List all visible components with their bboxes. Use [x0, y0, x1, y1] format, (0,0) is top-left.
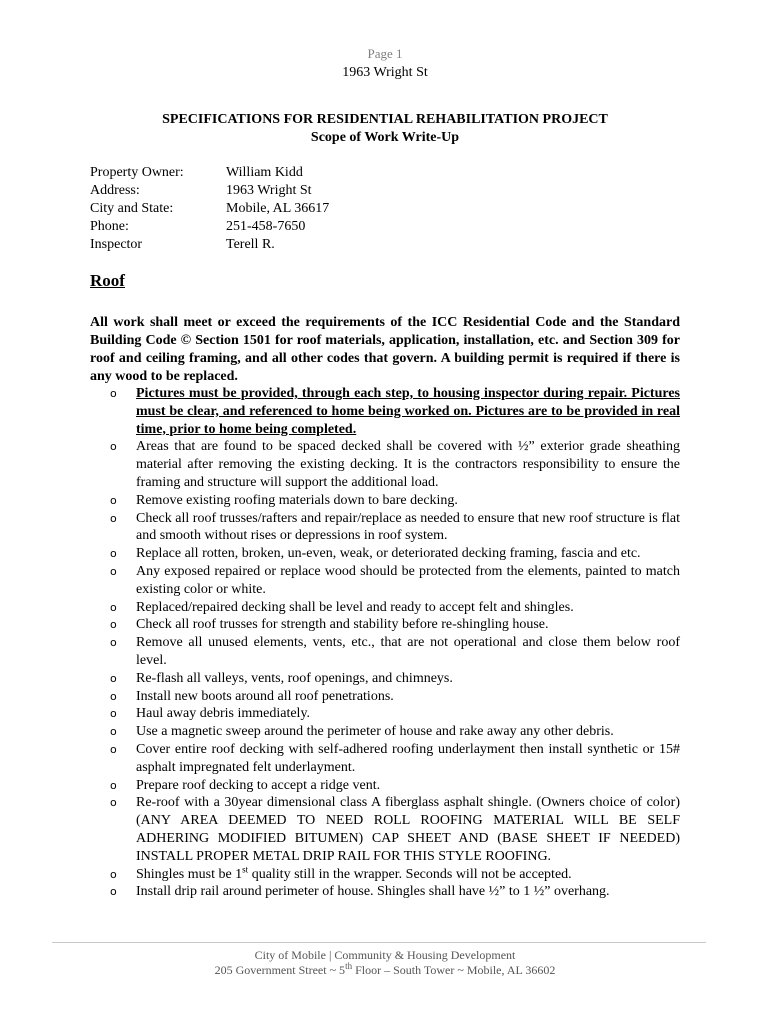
- list-item-text: Install new boots around all roof penetrations.: [136, 688, 394, 704]
- bullet-icon: o: [110, 778, 117, 792]
- bullet-icon: o: [110, 707, 117, 721]
- info-row-inspector: [90, 236, 329, 254]
- list-item-text: Check all roof trusses for strength and stability before re-shingling house.: [136, 617, 549, 633]
- info-row-owner: [90, 164, 329, 182]
- bullet-icon: o: [110, 600, 117, 614]
- list-item: [110, 545, 680, 563]
- info-label: Phone:: [90, 219, 129, 234]
- info-label: Property Owner:: [90, 165, 184, 180]
- list-item-text: Any exposed repaired or replace wood should be protected from the elements, painted to match existing color or white.: [136, 563, 680, 597]
- list-item-text: Pictures must be provided, through each step, to housing inspector during repair. Pictures must be clear, and referenced to home being worked on. Pictures are to be provided in real time, prior to home being completed.: [136, 386, 680, 437]
- list-item: [110, 634, 680, 670]
- bullet-icon: o: [110, 742, 117, 756]
- section-intro: All work shall meet or exceed the requirements of the ICC Residential Code and the Standard Building Code © Section 1501 for roof materials, application, installation, etc. and Section 309 for roof and ceiling framing, and all other codes that govern. A building permit is required if there is any wood to be replaced.: [90, 315, 680, 384]
- bullet-icon: o: [110, 636, 117, 650]
- info-value: Terell R.: [226, 237, 275, 252]
- info-row-phone: [90, 218, 329, 236]
- list-item-text: Use a magnetic sweep around the perimeter of house and rake away any other debris.: [136, 724, 614, 740]
- page-footer: [0, 948, 770, 978]
- list-item-text: Prepare roof decking to accept a ridge vent.: [136, 777, 381, 793]
- bullet-icon: o: [110, 671, 117, 685]
- info-row-address: [90, 182, 329, 200]
- list-item: [110, 883, 680, 901]
- bullet-icon: o: [110, 440, 117, 454]
- list-item: [110, 794, 680, 865]
- list-item: [110, 777, 680, 795]
- list-item-text: Haul away debris immediately.: [136, 706, 311, 722]
- bullet-icon: o: [110, 725, 117, 739]
- title-line-2: Scope of Work Write-Up: [310, 130, 460, 145]
- info-value: Mobile, AL 36617: [226, 201, 330, 216]
- bullet-icon: o: [110, 867, 117, 881]
- list-item: [110, 510, 680, 546]
- bullet-icon: o: [110, 547, 117, 561]
- list-item-text: Re-flash all valleys, vents, roof openings, and chimneys.: [136, 670, 453, 686]
- bullet-icon: o: [110, 796, 117, 810]
- footer-address-end: Floor – South Tower ~ Mobile, AL 36602: [352, 963, 556, 977]
- document-title: [0, 111, 770, 147]
- bullet-icon: o: [110, 885, 117, 899]
- bullet-icon: o: [110, 387, 117, 400]
- section-title: Roof: [90, 271, 125, 290]
- info-value: William Kidd: [226, 165, 303, 180]
- property-info: [90, 164, 329, 254]
- list-item: [110, 385, 680, 438]
- list-item-text: Re-roof with a 30year dimensional class A fiberglass asphalt shingle. (Owners choice of color) (ANY AREA DEEMED TO NEED ROLL ROOFING MATERIAL WILL BE SELF ADHERING MODIFIED BITUMEN) CAP SHEET AND (BASE SHEET IF NEEDED) INSTALL PROPER METAL DRIP RAIL FOR THIS STYLE ROOFING.: [136, 795, 680, 864]
- footer-line-2: [0, 963, 770, 978]
- bullet-icon: o: [110, 618, 117, 632]
- bullet-icon: o: [110, 564, 117, 578]
- list-item-text: Install drip rail around perimeter of house. Shingles shall have ½” to 1 ½” overhang.: [136, 884, 610, 900]
- quality-superscript: st: [242, 863, 249, 874]
- list-item-text: Remove all unused elements, vents, etc., that are not operational and close them below roof level.: [136, 635, 680, 668]
- list-item-text: Replaced/repaired decking shall be level and ready to accept felt and shingles.: [136, 599, 574, 615]
- bullet-icon: o: [110, 689, 117, 703]
- page-number: Page 1: [367, 46, 403, 61]
- list-item-text: Check all roof trusses/rafters and repair/replace as needed to ensure that new roof structure is flat and smooth without rises or depressions in roof system.: [136, 510, 680, 544]
- list-item-text: [136, 863, 572, 882]
- bullet-icon: o: [110, 493, 117, 507]
- info-row-city-state: [90, 200, 329, 218]
- list-item: [110, 616, 680, 634]
- list-item: [110, 863, 680, 884]
- list-item: [110, 492, 680, 510]
- list-item: [110, 563, 680, 599]
- info-label: Address:: [90, 183, 140, 198]
- list-item: [110, 741, 680, 777]
- list-item: [110, 688, 680, 706]
- info-value: 251-458-7650: [226, 219, 306, 234]
- bullet-icon: o: [110, 511, 117, 525]
- list-item: [110, 599, 680, 617]
- footer-superscript: th: [345, 961, 353, 971]
- info-value: 1963 Wright St: [226, 183, 312, 198]
- quality-text-start: Shingles must be 1: [136, 866, 243, 882]
- footer-address-start: 205 Government Street ~ 5: [214, 963, 346, 977]
- work-items-list: [110, 385, 680, 901]
- list-item-text: Areas that are found to be spaced decked shall be covered with ½” exterior grade sheathing material after removing the existing decking. It is the contractors responsibility to ensure the framing and structure will support the additional load.: [136, 439, 680, 490]
- info-label: Inspector: [90, 237, 143, 252]
- title-line-1: SPECIFICATIONS FOR RESIDENTIAL REHABILITATION PROJECT: [162, 112, 608, 127]
- list-item: [110, 723, 680, 741]
- list-item-text: Remove existing roofing materials down to bare decking.: [136, 492, 458, 508]
- header-address: 1963 Wright St: [342, 65, 428, 80]
- list-item: [110, 705, 680, 723]
- list-item-text: Replace all rotten, broken, un-even, weak, or deteriorated decking framing, fascia and etc.: [136, 546, 641, 562]
- list-item-text: Cover entire roof decking with self-adhered roofing underlayment then install synthetic or 15# asphalt impregnated felt underlayment.: [136, 741, 680, 775]
- quality-text-end: quality still in the wrapper. Seconds will not be accepted.: [248, 866, 572, 882]
- footer-line-1: City of Mobile | Community & Housing Development: [254, 948, 516, 962]
- info-label: City and State:: [90, 201, 174, 216]
- list-item: [110, 438, 680, 491]
- list-item: [110, 670, 680, 688]
- footer-divider: [52, 942, 706, 943]
